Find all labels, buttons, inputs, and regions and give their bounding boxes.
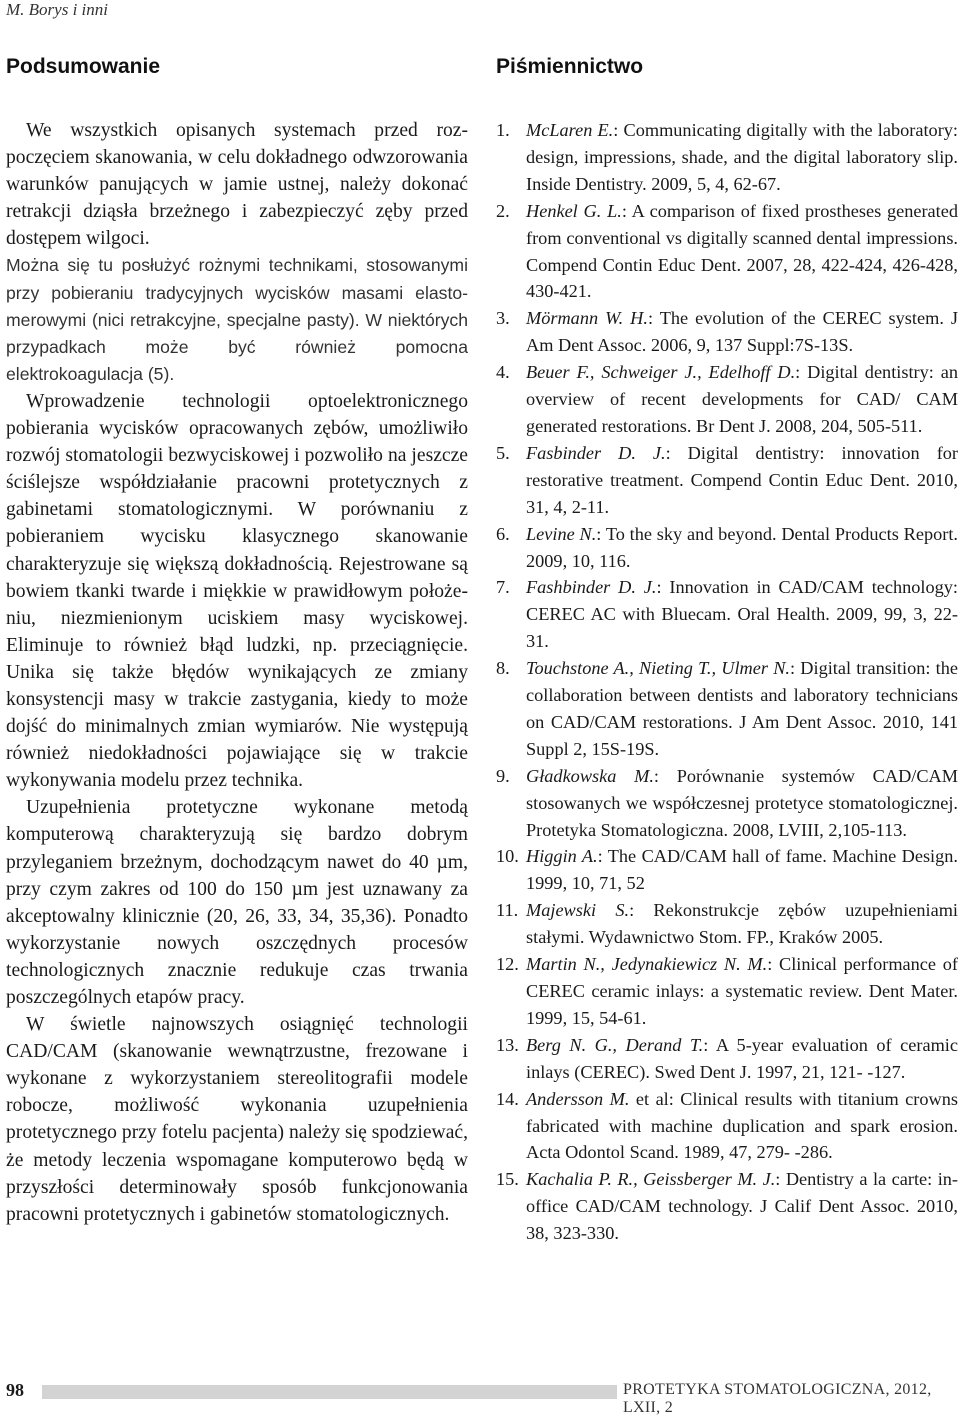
summary-paragraph-2: Można się tu posłużyć rożnymi technikami, stosowanymi przy pobieraniu tradycyjnych wycisków masami elastomerowymi (nici retrakcyjne, specjalne pasty). W niektórych przypadkach może być również pomocna elektrokoagulacja (5).	[6, 255, 468, 384]
reference-item	[496, 655, 958, 763]
reference-text: : A 5-year evaluation of ceramic inlays (CEREC). Swed Dent J. 1997, 21, 121- -127.	[526, 1034, 959, 1082]
reference-text: : A comparison of fixed prostheses generated from conventional vs digitally scanned dental impressions. Compend Contin Educ Dent. 2007, 28, 422-424, 426-428, 430-421.	[526, 200, 958, 302]
reference-authors: Majewski S.	[526, 900, 630, 921]
reference-text: : Digital dentistry: an overview of recent developments for CAD/ CAM generated restorations. Br Dent J. 2008, 204, 505-511.	[526, 362, 958, 436]
reference-number: 14.	[496, 1088, 519, 1109]
reference-authors: Kachalia P. R., Geissberger M. J.	[526, 1169, 776, 1190]
reference-authors: Andersson M.	[526, 1088, 630, 1109]
reference-item	[496, 897, 958, 951]
running-head: M. Borys i inni	[6, 0, 108, 19]
reference-item	[496, 440, 958, 521]
reference-number: 10.	[496, 846, 519, 867]
reference-text: : The evolution of the CEREC system. J Am Dent Assoc. 2006, 9, 137 Suppl:7S-13S.	[526, 308, 958, 356]
reference-number: 2.	[496, 200, 510, 221]
reference-number: 8.	[496, 658, 510, 679]
summary-paragraph-3: Wprowadzenie technologii optoelektronicznego pobierania wycisków opracowanych zębów, umożliwiło rozwój stomatologii bezwyciskowej i pozwoliło na jeszcze ściślejsze współdziałanie pracowni protetycznych z gabinetami stomatologicznymi. W porównaniu z pobieraniem wycisku klasycznego skanowanie charakteryzuje się większą dokładnością. Rejestrowane są bowiem tkanki twarde i miękkie w prawidłowym położeniu, niezmienionym uciskiem masy wyciskowej. Eliminuje to również błąd ludzki, np. przeciągnięcie. Unika się także błędów wynikających ze zmiany konsystencji masy w trakcie zastygania, kiedy to może dojść do minimalnych zmian wymiarów. Nie występują również niedokładności pojawiające się w trakcie wykonywania modelu przez technika.	[6, 390, 468, 792]
reference-item	[496, 521, 958, 575]
reference-item	[496, 359, 958, 440]
reference-text: : Dentistry a la carte: in-office CAD/CAM technology. J Calif Dent Assoc. 2010, 38, 323-330.	[526, 1169, 958, 1244]
reference-item	[496, 951, 958, 1032]
reference-text: : Porównanie systemów CAD/CAM stosowanych we współczesnej protetyce stomatologicznej. Protetyka Stomatologiczna. 2008, LVIII, 2,105-113.	[526, 765, 958, 840]
reference-authors: Fasbinder D. J.	[526, 442, 666, 463]
references-column	[496, 55, 958, 1247]
reference-number: 5.	[496, 442, 510, 463]
reference-number: 4.	[496, 362, 510, 383]
reference-item	[496, 843, 958, 897]
reference-item	[496, 1032, 958, 1086]
page-number: 98	[6, 1380, 24, 1400]
reference-list	[496, 117, 958, 1247]
footer-divider-bar	[42, 1385, 617, 1399]
reference-number: 13.	[496, 1034, 519, 1055]
reference-text: : Communicating digitally with the laboratory: design, impressions, shade, and the digital laboratory slip. Inside Dentistry. 2009, 5, 4, 62-67.	[526, 120, 959, 194]
reference-text: et al: Clinical results with titanium crowns fabricated with machine duplication and spark erosion. Acta Odontol Scand. 1989, 47, 279- -286.	[526, 1088, 958, 1163]
references-heading: Piśmiennictwo	[496, 55, 644, 78]
reference-authors: Higgin A.	[526, 846, 598, 867]
reference-text: : To the sky and beyond. Dental Products Report. 2009, 10, 116.	[526, 523, 958, 571]
reference-authors: Martin N., Jedynakiewicz N. M.	[526, 954, 768, 975]
reference-number: 9.	[496, 765, 510, 786]
reference-number: 15.	[496, 1169, 519, 1190]
reference-item	[496, 574, 958, 655]
reference-item	[496, 1166, 958, 1247]
reference-authors: Mörmann W. H.	[526, 308, 648, 329]
reference-authors: Henkel G. L.	[526, 200, 622, 221]
reference-number: 6.	[496, 523, 510, 544]
reference-text: : The CAD/CAM hall of fame. Machine Design. 1999, 10, 71, 52	[526, 846, 958, 894]
reference-item	[496, 198, 958, 306]
summary-paragraph-4: Uzupełnienia protetyczne wykonane metodą komputerową charakteryzują się bardzo dobrym przyleganiem brzeżnym, dochodzącym nawet do 40 µm, przy czym zakres od 100 do 150 µm jest uznawany za akceptowalny klinicznie (20, 26, 33, 34, 35,36). Ponadto wykorzystanie nowych oszczędnych procesów technologicznych znacznie redukuje czas trwania poszczególnych etapów pracy.	[6, 797, 468, 1008]
summary-heading: Podsumowanie	[6, 55, 161, 78]
reference-authors: Touchstone A., Nieting T., Ulmer N.	[526, 658, 790, 679]
reference-number: 12.	[496, 954, 519, 975]
summary-paragraph-1: We wszystkich opisanych systemach przed rozpoczęciem skanowania, w celu dokładnego odwzorowania warunków panujących w jamie ustnej, należy dokonać retrakcji dziąsła brzeżnego i zabezpieczyć zęby przed dostępem wilgoci.	[6, 120, 468, 250]
reference-number: 1.	[496, 120, 510, 140]
reference-authors: Levine N.	[526, 523, 597, 544]
reference-item	[496, 1086, 958, 1167]
reference-number: 3.	[496, 308, 510, 329]
summary-column	[6, 55, 468, 1228]
reference-authors: Gładkowska M.	[526, 765, 654, 786]
reference-text: : Digital transition: the collaboration between dentists and laboratory technicians on CAD/CAM restorations. J Am Dent Assoc. 2010, 141 Suppl 2, 15S-19S.	[526, 658, 959, 759]
reference-text: : Innovation in CAD/CAM technology: CEREC AC with Bluecam. Oral Health. 2009, 99, 3, 22-31.	[526, 577, 958, 652]
reference-text: : Clinical performance of CEREC ceramic inlays: a systematic review. Dent Mater. 1999, 15, 54-61.	[526, 954, 958, 1028]
reference-item	[496, 763, 958, 844]
reference-text: : Digital dentistry: innovation for restorative treatment. Compend Contin Educ Dent. 2010, 31, 4, 2-11.	[526, 442, 959, 517]
reference-item	[496, 117, 958, 198]
reference-number: 7.	[496, 577, 510, 598]
reference-authors: Berg N. G., Derand T.	[526, 1034, 704, 1055]
reference-item	[496, 305, 958, 359]
reference-authors: McLaren E.	[526, 120, 614, 140]
reference-authors: Fashbinder D. J.	[526, 577, 657, 598]
reference-number: 11.	[496, 900, 519, 921]
summary-paragraph-5: W świetle najnowszych osiągnięć technologii CAD/CAM (skanowanie wewnątrzustne, frezowane i wykonane z wykorzystaniem stereolitografii modele robocze, możliwość wykonania uzupełnienia protetycznego przy fotelu pacjenta) należy się spodziewać, że metody leczenia wspomagane komputerowo będą w przyszłości determinowały sposób funkcjonowania pracowni protetycznych i gabinetów stomatologicznych.	[6, 1014, 468, 1225]
reference-text: : Rekonstrukcje zębów uzupełnieniami stałymi. Wydawnictwo Stom. FP., Kraków 2005.	[526, 900, 958, 948]
journal-citation: PROTETYKA STOMATOLOGICZNA, 2012, LXII, 2	[623, 1381, 932, 1416]
reference-authors: Beuer F., Schweiger J., Edelhoff D.	[526, 362, 796, 383]
